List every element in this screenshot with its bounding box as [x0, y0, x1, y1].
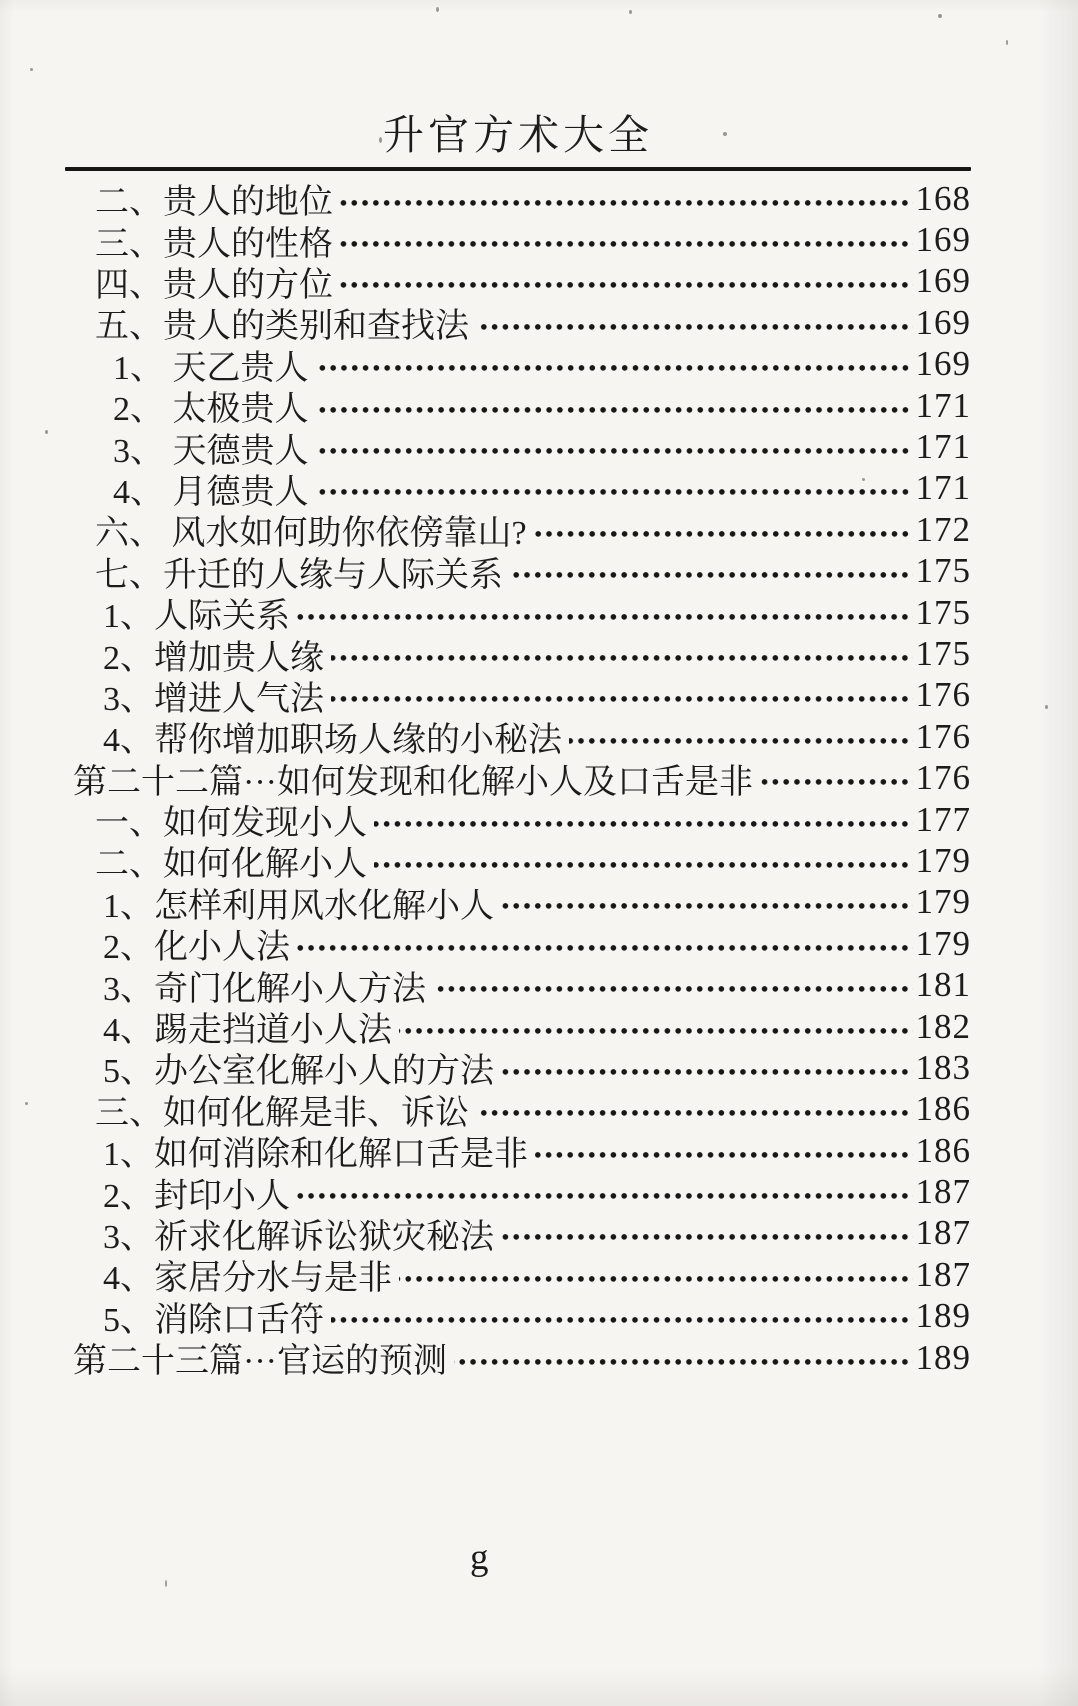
toc-entry-page: 177 — [915, 799, 971, 839]
toc-entry — [65, 509, 971, 553]
toc-entry — [65, 426, 971, 470]
toc-entry — [65, 633, 971, 677]
toc-entry — [65, 675, 971, 716]
toc-entry-page: 169 — [915, 344, 971, 384]
toc-entry-label: 3、增进人气法 — [103, 680, 324, 718]
toc-entry-page: 171 — [915, 468, 971, 508]
toc-entry — [65, 716, 971, 760]
toc-entry-label: 第二十三篇···官运的预测 — [73, 1343, 447, 1381]
toc-entry-label: 4、踢走挡道小人法 — [103, 1012, 392, 1050]
dot-leader — [316, 488, 913, 496]
toc-entry — [65, 385, 971, 429]
toc-entry — [65, 261, 971, 302]
toc-entry-page: 179 — [915, 923, 971, 963]
toc-entry-label: 二、贵人的地位 — [95, 184, 333, 222]
toc-entry-page: 186 — [915, 1130, 971, 1170]
toc-entry-page: 179 — [915, 882, 971, 922]
dot-leader — [433, 985, 913, 993]
toc-entry-page: 179 — [915, 840, 971, 880]
toc-entry — [65, 1130, 971, 1174]
toc-entry-page: 168 — [915, 178, 971, 218]
toc-entry-label: 一、如何发现小人 — [95, 805, 367, 843]
toc-entry — [65, 1296, 971, 1337]
toc-entry-label: 2、增加贵人缘 — [103, 639, 324, 677]
toc-entry — [65, 178, 971, 222]
footer-page-mark: g — [470, 1537, 489, 1578]
paper-speck — [629, 10, 632, 14]
dot-leader — [399, 1027, 913, 1035]
toc-entry — [65, 1213, 971, 1254]
toc-entry — [65, 757, 971, 801]
toc-entry-page: 182 — [915, 1006, 971, 1046]
toc-entry-page: 176 — [915, 758, 971, 798]
dot-leader — [316, 447, 913, 455]
toc-entry-label: 四、贵人的方位 — [95, 266, 333, 304]
dot-leader — [340, 281, 913, 289]
dot-leader — [760, 778, 913, 786]
page-title: 升官方术大全 — [383, 112, 653, 158]
paper-speck — [165, 1580, 167, 1587]
toc-entry — [65, 468, 971, 509]
toc-entry-page: 181 — [915, 965, 971, 1005]
toc-entry-page: 187 — [915, 1172, 971, 1212]
toc-entry — [65, 219, 971, 263]
toc-entry-label: 4、家居分水与是非 — [103, 1260, 392, 1298]
toc-entry-label: 2、化小人法 — [103, 929, 290, 967]
toc-entry — [65, 840, 971, 884]
toc-entry-page: 186 — [915, 1089, 971, 1129]
toc-entry-label: 4、 月德贵人 — [113, 473, 309, 511]
toc-entry — [65, 1006, 971, 1050]
toc-entry-page: 169 — [915, 302, 971, 342]
toc-entry — [65, 592, 971, 636]
dot-leader — [454, 1358, 913, 1366]
dot-leader — [316, 364, 913, 372]
toc-entry-label: 三、贵人的性格 — [95, 225, 333, 263]
toc-entry-page: 175 — [915, 592, 971, 632]
toc-entry-page: 171 — [915, 427, 971, 467]
toc-entry-label: 2、封印小人 — [103, 1177, 290, 1215]
toc-entry — [65, 799, 971, 843]
toc-entry-page: 172 — [915, 509, 971, 549]
dot-leader — [374, 820, 913, 828]
paper-speck — [436, 7, 439, 12]
toc-entry — [65, 344, 971, 385]
dot-leader — [510, 571, 913, 579]
toc-entry-label: 5、消除口舌符 — [103, 1301, 324, 1339]
toc-entry-label: 1、如何消除和化解口舌是非 — [103, 1136, 528, 1174]
toc-entry — [65, 882, 971, 923]
toc-entry-label: 3、祈求化解诉讼狱灾秘法 — [103, 1218, 494, 1256]
toc-entry-label: 二、如何化解小人 — [95, 846, 367, 884]
toc-entry-page: 176 — [915, 716, 971, 756]
toc-entry-label: 七、升迁的人缘与人际关系 — [95, 556, 503, 594]
toc-entry-page: 175 — [915, 633, 971, 673]
toc-entry-label: 5、办公室化解小人的方法 — [103, 1053, 494, 1091]
toc-entry — [65, 964, 971, 1008]
toc-entry-label: 3、奇门化解小人方法 — [103, 970, 426, 1008]
toc-entry-page: 169 — [915, 220, 971, 260]
toc-entry-label: 1、 天乙贵人 — [113, 349, 309, 387]
paper-speck — [25, 1102, 28, 1105]
toc-entry — [65, 1047, 971, 1091]
toc-entry-page: 187 — [915, 1254, 971, 1294]
toc-entry-label: 2、 太极贵人 — [113, 391, 309, 429]
page-content — [65, 0, 971, 1381]
paper-speck — [45, 430, 48, 434]
toc-entry-label: 1、人际关系 — [103, 598, 290, 636]
toc-entry-page: 183 — [915, 1047, 971, 1087]
toc-entry-page: 189 — [915, 1337, 971, 1377]
toc-entry-page: 171 — [915, 385, 971, 425]
paper-speck — [1006, 40, 1008, 45]
dot-leader — [534, 530, 913, 538]
dot-leader — [331, 654, 913, 662]
dot-leader — [297, 613, 913, 621]
dot-leader — [340, 199, 913, 207]
dot-leader — [399, 1275, 913, 1283]
toc-entry — [65, 1089, 971, 1130]
toc-entry-label: 4、帮你增加职场人缘的小秘法 — [103, 722, 562, 760]
toc-entry-page: 169 — [915, 261, 971, 301]
paper-speck — [1045, 705, 1048, 709]
dot-leader — [501, 1068, 913, 1076]
dot-leader — [476, 323, 913, 331]
paper-speck — [379, 137, 382, 143]
toc — [65, 178, 971, 1381]
title-underline — [65, 167, 971, 171]
dot-leader — [501, 1233, 913, 1241]
toc-entry — [65, 302, 971, 346]
toc-entry-label: 五、贵人的类别和查找法 — [95, 308, 469, 346]
dot-leader — [535, 1151, 913, 1159]
toc-entry-label: 三、如何化解是非、诉讼 — [95, 1094, 469, 1132]
toc-entry — [65, 1254, 971, 1298]
dot-leader — [297, 1192, 913, 1200]
paper-speck — [862, 478, 865, 481]
toc-entry-page: 187 — [915, 1213, 971, 1253]
dot-leader — [331, 695, 913, 703]
toc-entry-label: 1、怎样利用风水化解小人 — [103, 887, 494, 925]
toc-entry — [65, 1337, 971, 1381]
toc-entry-label: 3、 天德贵人 — [113, 432, 309, 470]
toc-entry-label: 第二十二篇···如何发现和化解小人及口舌是非 — [73, 763, 753, 801]
dot-leader — [340, 240, 913, 248]
paper-speck — [30, 68, 33, 71]
dot-leader — [374, 861, 913, 869]
dot-leader — [297, 944, 913, 952]
toc-entry — [65, 551, 971, 592]
dot-leader — [331, 1316, 913, 1324]
dot-leader — [501, 902, 913, 910]
toc-entry — [65, 1171, 971, 1215]
toc-entry-page: 176 — [915, 675, 971, 715]
toc-entry-label: 六、 风水如何助你依傍靠山? — [95, 515, 527, 553]
toc-entry-page: 175 — [915, 551, 971, 591]
paper-speck — [723, 132, 727, 136]
dot-leader — [569, 737, 913, 745]
toc-entry — [65, 923, 971, 967]
dot-leader — [316, 406, 913, 414]
paper-speck — [938, 14, 942, 18]
dot-leader — [476, 1109, 913, 1117]
toc-entry-page: 189 — [915, 1296, 971, 1336]
